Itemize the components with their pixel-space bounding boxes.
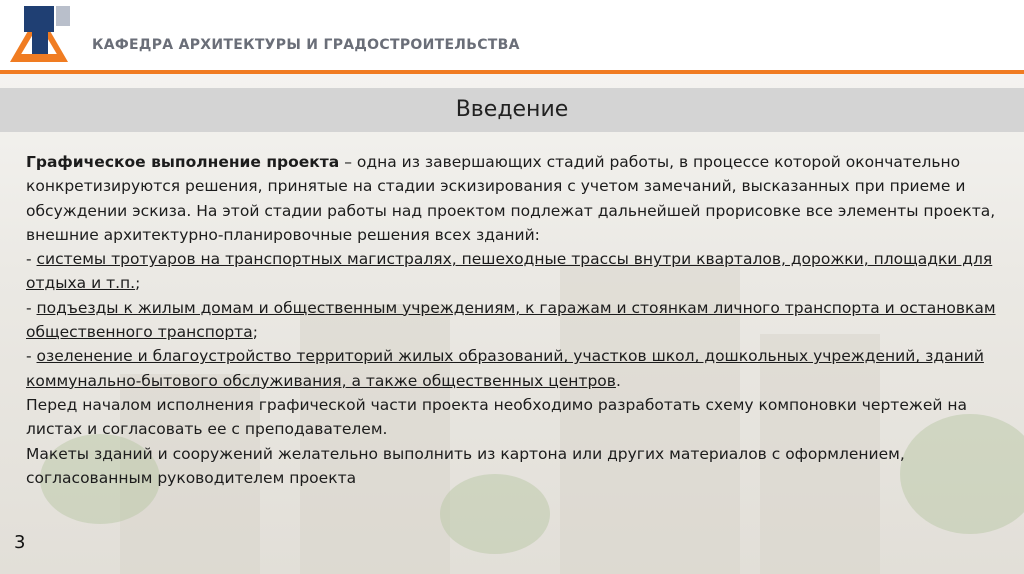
intro-paragraph [26,150,1001,247]
slide-body [26,150,1001,490]
title-bar [0,88,1024,132]
intro-text: – одна из завершающих стадий работы, в процессе которой окончательно конкретизируются решения, принятые на стадии эскизирования с учетом замечаний, высказанных при приеме и обсуждении эскиза. На этой стадии работы над проектом подлежат дальнейшей прорисовке все элементы проекта, внешние архитектурно-планировочные решения всех зданий: [26,153,996,244]
header-divider [0,70,1024,74]
list-item-text: озеленение и благоустройство территорий жилых образований, участков школ, дошкольных учреждений, зданий коммунально-бытового обслуживания, а также общественных центров [26,347,984,390]
slide-title: Введение [455,97,569,122]
intro-bold: Графическое выполнение проекта [26,153,340,171]
department-name: КАФЕДРА АРХИТЕКТУРЫ И ГРАДОСТРОИТЕЛЬСТВА [92,37,520,53]
list-item: - подъезды к жилым домам и общественным учреждениям, к гаражам и стоянкам личного транспорта и остановкам общественного транспорта; [26,298,996,342]
page-number: 3 [14,532,26,553]
header [0,0,1024,72]
list-item: - озеленение и благоустройство территорий жилых образований, участков школ, дошкольных учреждений, зданий коммунально-бытового обслуживания, а также общественных центров. [26,347,984,390]
paragraph-3: Макеты зданий и сооружений желательно выполнить из картона или других материалов с оформлением, согласованным руководителем проекта [26,444,905,487]
list-item-text: подъезды к жилым домам и общественным учреждениям, к гаражам и стоянкам личного транспорта и остановкам общественного транспорта [26,298,996,342]
list-item-text: системы тротуаров на транспортных магистралях, пешеходные трассы внутри кварталов, дорожки, площадки для отдыха и т.п. [26,250,993,293]
list-item: - системы тротуаров на транспортных магистралях, пешеходные трассы внутри кварталов, дорожки, площадки для отдыха и т.п.; [26,250,993,293]
paragraph-2: Перед началом исполнения графической части проекта необходимо разработать схему компоновки чертежей на листах и согласовать ее с преподавателем. [26,395,968,439]
department-logo-icon [6,4,72,66]
